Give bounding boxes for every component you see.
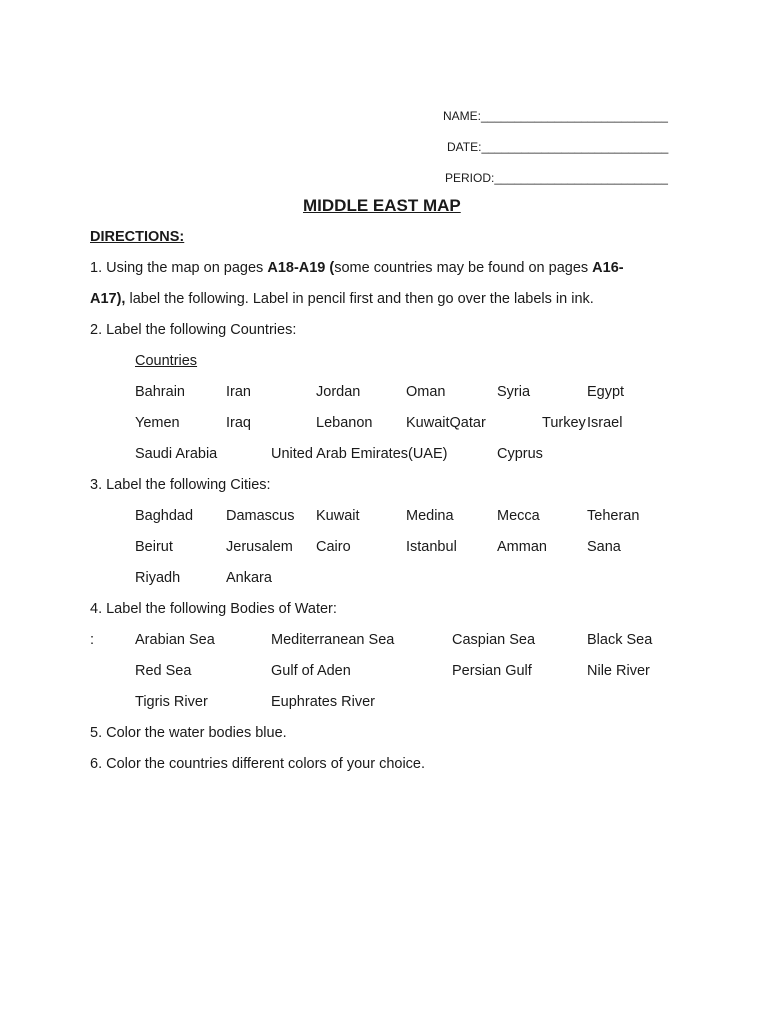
list-item: Bahrain [135, 384, 185, 400]
list-item: Nile River [587, 663, 650, 679]
list-item: Riyadh [135, 570, 181, 586]
list-item: Ankara [226, 570, 272, 586]
name-field: NAME:____________________________ [443, 109, 668, 123]
list-item: Sana [587, 539, 621, 555]
list-item: Iran [226, 384, 251, 400]
list-item: Baghdad [135, 508, 194, 524]
step-1-pages-a17: A17), [90, 291, 126, 307]
period-field: PERIOD:__________________________ [445, 171, 668, 185]
date-field: DATE:____________________________ [447, 140, 669, 154]
list-item: Cyprus [497, 446, 543, 462]
list-item: Black Sea [587, 632, 653, 648]
step-1-text-c: some countries may be found on pages [334, 260, 593, 276]
list-item: Beirut [135, 539, 173, 555]
water-colon: : [90, 632, 95, 648]
list-item: Amman [497, 539, 547, 555]
step-2: 2. Label the following Countries: [90, 322, 297, 338]
step-1-line-1 [90, 260, 624, 276]
step-1-text-a: 1. Using the map on pages [90, 260, 268, 276]
directions-label: DIRECTIONS: [90, 229, 185, 245]
list-item: Arabian Sea [135, 632, 215, 648]
list-item: Yemen [135, 415, 180, 431]
list-item: Teheran [587, 508, 640, 524]
step-6: 6. Color the countries different colors of your choice. [90, 756, 426, 772]
countries-heading: Countries [135, 353, 198, 369]
step-1-line-2 [90, 291, 594, 307]
step-3: 3. Label the following Cities: [90, 477, 271, 493]
list-item: KuwaitQatar [406, 415, 486, 431]
list-item: Istanbul [406, 539, 457, 555]
list-item: Medina [406, 508, 454, 524]
list-item: Tigris River [135, 694, 208, 710]
list-item: Egypt [587, 384, 625, 400]
list-item: Red Sea [135, 663, 192, 679]
list-item: Oman [406, 384, 446, 400]
list-item: United Arab Emirates(UAE) [271, 446, 448, 462]
list-item: Mediterranean Sea [271, 632, 395, 648]
list-item: Lebanon [316, 415, 373, 431]
page-title: MIDDLE EAST MAP [303, 196, 461, 215]
step-4: 4. Label the following Bodies of Water: [90, 601, 337, 617]
list-item: Caspian Sea [452, 632, 536, 648]
list-item: Cairo [316, 539, 351, 555]
list-item: Euphrates River [271, 694, 375, 710]
list-item: Kuwait [316, 508, 360, 524]
step-1-pages-a16: A16- [592, 260, 624, 276]
list-item: Iraq [226, 415, 251, 431]
list-item: Gulf of Aden [271, 663, 351, 679]
step-1-text-f: label the following. Label in pencil first and then go over the labels in ink. [125, 291, 594, 307]
list-item: Turkey [542, 415, 586, 431]
step-5: 5. Color the water bodies blue. [90, 725, 287, 741]
list-item: Jordan [316, 384, 361, 400]
step-1-pages-a18: A18-A19 ( [267, 260, 335, 276]
list-item: Persian Gulf [452, 663, 532, 679]
list-item: Jerusalem [226, 539, 293, 555]
list-item: Damascus [226, 508, 295, 524]
list-item: Israel [587, 415, 623, 431]
list-item: Mecca [497, 508, 540, 524]
list-item: Syria [497, 384, 531, 400]
list-item: Saudi Arabia [135, 446, 218, 462]
